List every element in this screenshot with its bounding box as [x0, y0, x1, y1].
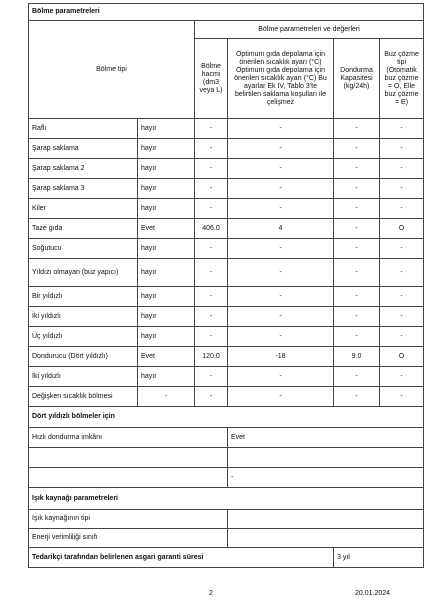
table-row	[29, 448, 424, 468]
table-row	[29, 179, 424, 199]
defrost-value: -	[380, 327, 424, 347]
table-row	[29, 239, 424, 259]
compartment-name: Kiler	[29, 199, 138, 219]
energy-class-value	[228, 529, 424, 548]
temperature-value: -	[228, 259, 334, 287]
compartment-name: Yıldızı olmayan (buz yapıcı)	[29, 259, 138, 287]
table-row	[29, 259, 424, 287]
table-row	[29, 510, 424, 529]
freezing-value: -	[334, 327, 380, 347]
freezing-value: -	[334, 387, 380, 407]
compartment-name: İki yıldızlı	[29, 367, 138, 387]
compartment-present: hayır	[138, 119, 195, 139]
compartment-name: İki yıldızlı	[29, 307, 138, 327]
freezing-value: -	[334, 239, 380, 259]
empty-cell	[228, 448, 424, 468]
table-row	[29, 347, 424, 367]
table-row	[29, 387, 424, 407]
values-group-header: Bölme parametreleri ve değerleri	[195, 21, 424, 39]
compartment-present: -	[138, 387, 195, 407]
freezing-value: -	[334, 219, 380, 239]
volume-value: -	[195, 119, 228, 139]
defrost-value: -	[380, 259, 424, 287]
defrost-value: -	[380, 239, 424, 259]
temperature-value: -	[228, 139, 334, 159]
table-row	[29, 219, 424, 239]
temperature-value: -	[228, 287, 334, 307]
freezing-value: -	[334, 307, 380, 327]
section-title: Bölme parametreleri	[29, 4, 424, 21]
defrost-value: O	[380, 219, 424, 239]
table-row	[29, 327, 424, 347]
compartment-present: hayır	[138, 367, 195, 387]
defrost-value: -	[380, 139, 424, 159]
compartment-name: Taze gıda	[29, 219, 138, 239]
document-date: 20.01.2024	[355, 590, 391, 597]
freezing-capacity-header: Dondurma Kapasitesi (kg/24h)	[334, 39, 380, 119]
fast-freeze-label: Hızlı dondurma imkânı	[29, 428, 228, 448]
defrost-value: -	[380, 307, 424, 327]
volume-value: -	[195, 179, 228, 199]
temperature-value: -	[228, 327, 334, 347]
table-row	[29, 367, 424, 387]
defrost-value: -	[380, 179, 424, 199]
compartment-name: Soğutucu	[29, 239, 138, 259]
page-number: 2	[209, 590, 213, 597]
volume-value: -	[195, 199, 228, 219]
table-row	[29, 468, 424, 488]
compartment-name: Şarap saklama	[29, 139, 138, 159]
compartment-name: Dondurucu (Dört yıldızlı)	[29, 347, 138, 367]
fast-freeze-value: Evet	[228, 428, 424, 448]
temperature-value: 4	[228, 219, 334, 239]
freezing-value: -	[334, 367, 380, 387]
empty-cell	[29, 468, 228, 488]
compartment-present: Evet	[138, 219, 195, 239]
temperature-value: -	[228, 159, 334, 179]
table-row	[29, 199, 424, 219]
defrost-type-header: Buz çözme tipi (Otomatik buz çözme = O, Elle buz çözme = E)	[380, 39, 424, 119]
light-section-title: Işık kaynağı parametreleri	[29, 488, 424, 510]
freezing-value: -	[334, 119, 380, 139]
compartment-present: hayır	[138, 139, 195, 159]
table-row	[29, 307, 424, 327]
compartment-name: Üç yıldızlı	[29, 327, 138, 347]
volume-value: -	[195, 327, 228, 347]
volume-value: -	[195, 287, 228, 307]
table-row	[29, 119, 424, 139]
compartment-present: hayır	[138, 327, 195, 347]
temperature-value: -	[228, 367, 334, 387]
compartment-present: hayır	[138, 159, 195, 179]
temperature-header: Optimum gıda depolama için önerilen sıcaklık ayarı (°C) Optimum gıda depolama için önerilen sıcaklık ayarı (°C) Bu ayarlar Ek IV, Tablo 3'te belirtilen saklama koşulları ile çelişmez	[228, 39, 334, 119]
temperature-value: -	[228, 199, 334, 219]
compartment-present: hayır	[138, 287, 195, 307]
compartment-present: Evet	[138, 347, 195, 367]
light-type-value	[228, 510, 424, 529]
compartment-present: hayır	[138, 199, 195, 219]
light-type-label: Işık kaynağının tipi	[29, 510, 228, 529]
temperature-value: -	[228, 179, 334, 199]
volume-value: -	[195, 367, 228, 387]
volume-value: 406.0	[195, 219, 228, 239]
volume-value: -	[195, 159, 228, 179]
defrost-value: -	[380, 287, 424, 307]
table-row	[29, 287, 424, 307]
table-row	[29, 529, 424, 548]
defrost-value: -	[380, 199, 424, 219]
freezing-value: -	[334, 159, 380, 179]
defrost-value: -	[380, 387, 424, 407]
temperature-value: -	[228, 387, 334, 407]
table-row	[29, 159, 424, 179]
table-row	[29, 428, 424, 448]
blank-value: -	[228, 468, 424, 488]
temperature-value: -	[228, 307, 334, 327]
volume-value: -	[195, 307, 228, 327]
freezing-value: -	[334, 259, 380, 287]
defrost-value: -	[380, 119, 424, 139]
volume-value: 120.0	[195, 347, 228, 367]
compartment-present: hayır	[138, 259, 195, 287]
four-star-section-title: Dört yıldızlı bölmeler için	[29, 407, 424, 428]
volume-header: Bölme hacmi (dm3 veya L)	[195, 39, 228, 119]
temperature-value: -18	[228, 347, 334, 367]
defrost-value: O	[380, 347, 424, 367]
freezing-value: -	[334, 179, 380, 199]
compartment-name: Raflı	[29, 119, 138, 139]
volume-value: -	[195, 387, 228, 407]
compartment-present: hayır	[138, 239, 195, 259]
compartment-name: Değişken sıcaklık bölmesi	[29, 387, 138, 407]
defrost-value: -	[380, 367, 424, 387]
compartment-present: hayır	[138, 179, 195, 199]
empty-cell	[29, 448, 228, 468]
warranty-label: Tedarikçi tarafından belirlenen asgari garanti süresi	[29, 548, 334, 568]
warranty-value: 3 yıl	[334, 548, 424, 568]
table-row	[29, 548, 424, 568]
temperature-value: -	[228, 119, 334, 139]
freezing-value: -	[334, 199, 380, 219]
freezing-value: 9.0	[334, 347, 380, 367]
compartment-name: Bir yıldızlı	[29, 287, 138, 307]
volume-value: -	[195, 259, 228, 287]
temperature-value: -	[228, 239, 334, 259]
compartment-present: hayır	[138, 307, 195, 327]
freezing-value: -	[334, 287, 380, 307]
compartment-name: Şarap saklama 3	[29, 179, 138, 199]
compartment-type-header: Bölme tipi	[29, 21, 195, 119]
volume-value: -	[195, 239, 228, 259]
defrost-value: -	[380, 159, 424, 179]
volume-value: -	[195, 139, 228, 159]
parameters-table	[28, 3, 424, 568]
compartment-name: Şarap saklama 2	[29, 159, 138, 179]
table-row	[29, 139, 424, 159]
freezing-value: -	[334, 139, 380, 159]
energy-class-label: Enerji verimliliği sınıfı	[29, 529, 228, 548]
